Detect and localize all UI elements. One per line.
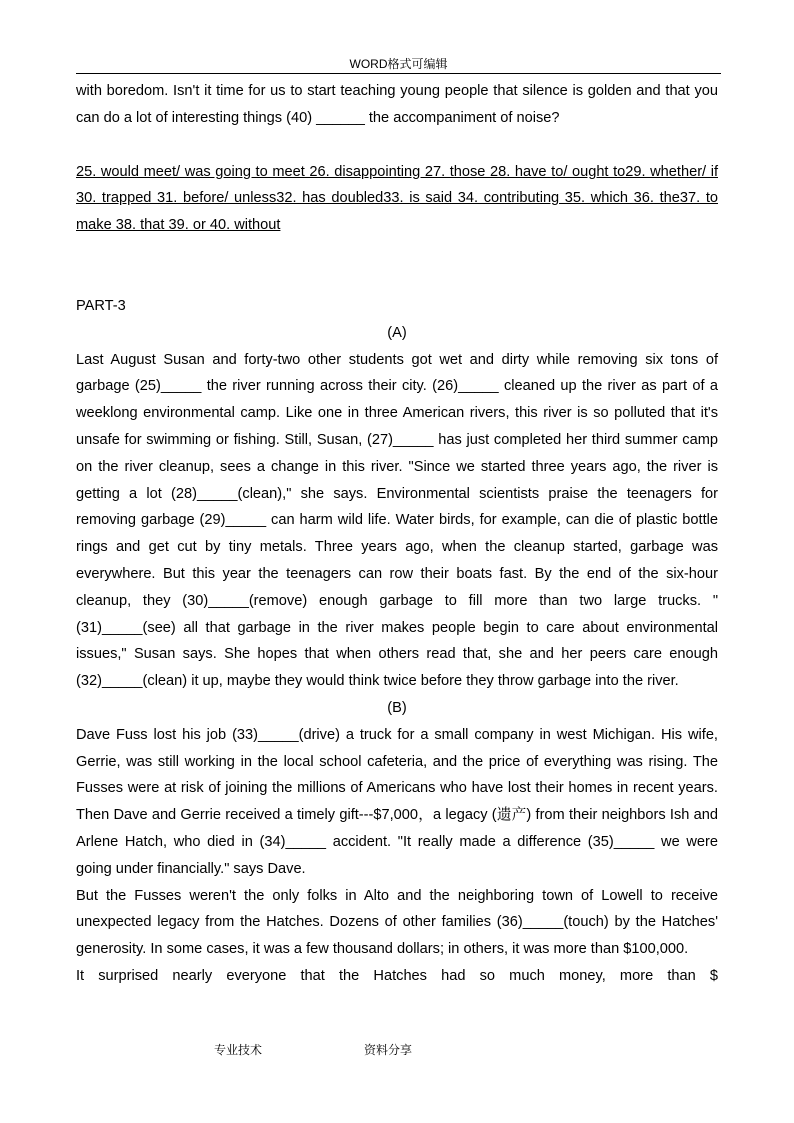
section-b-paragraph-1: Dave Fuss lost his job (33)_____(drive) a truck for a small company in west Michigan. His wife, Gerrie, was still working in the local school cafeteria, and the price of everything was rising. The Fusses were at risk of joining the millions of Americans who have lost their homes in recent years. Then Dave and Gerrie received a timely gift---$7,000，a legacy (遗产) from their neighbors Ish and Arlene Hatch, who died in (34)_____ accident. "It really made a difference (35)_____ we were going under financially." says Dave. — [76, 726, 718, 877]
section-b-paragraph-2: But the Fusses weren't the only folks in Alto and the neighboring town of Lowell to receive unexpected legacy from the Hatches. Dozens of other families (36)_____(touch) by the Hatches' generosity. In some cases, it was a few thousand dollars; in others, it was more than $100,000. — [76, 887, 718, 958]
answer-key: 25. would meet/ was going to meet 26. disappointing 27. those 28. have to/ ought to29. whether/ if 30. trapped 31. before/ unless32. has doubled33. is said 34. contributing 35. which 36. the37. to make 38. that 39. or 40. without — [76, 163, 718, 234]
footer-right-text: 资料分享 — [364, 1043, 413, 1057]
section-b-paragraph-3: It surprised nearly everyone that the Hatches had so much money, more than $ — [76, 967, 718, 984]
section-a-passage: Last August Susan and forty-two other students got wet and dirty while removing six tons of garbage (25)_____ the river running across their city. (26)_____ cleaned up the river as part of a weeklong environmental camp. Like one in three American rivers, this river is so polluted that it's unsafe for swimming or fishing. Still, Susan, (27)_____ has just completed her third summer camp on the river cleanup, sees a change in this river. "Since we started three years ago, the river is getting a lot (28)_____(clean)," she says. Environmental scientists praise the teenagers for removing garbage (29)_____ can harm wild life. Water birds, for example, can die of plastic bottle rings and get cut by tiny metals. Three years ago, when the cleanup started, garbage was everywhere. But this year the teenagers can row their boats fast. By the end of the six-hour cleanup, they (30)_____(remove) enough garbage to fill more than two large trucks. "(31)_____(see) all that garbage in the river makes people begin to care about environmental issues," Susan says. She hopes that when others read that, she and her peers care enough (32)_____(clean) it up, maybe they would think twice before they throw garbage into the river. — [76, 351, 718, 690]
section-b-label: (B) — [387, 699, 407, 716]
footer-left-text: 专业技术 — [214, 1043, 263, 1057]
part-title: PART-3 — [76, 297, 126, 314]
page-header: WORD格式可编辑 — [76, 56, 721, 74]
section-a-label: (A) — [387, 324, 407, 341]
document-body — [76, 78, 718, 990]
intro-paragraph: with boredom. Isn't it time for us to start teaching young people that silence is golden and that you can do a lot of interesting things (40) ______ the accompaniment of noise? — [76, 83, 718, 126]
